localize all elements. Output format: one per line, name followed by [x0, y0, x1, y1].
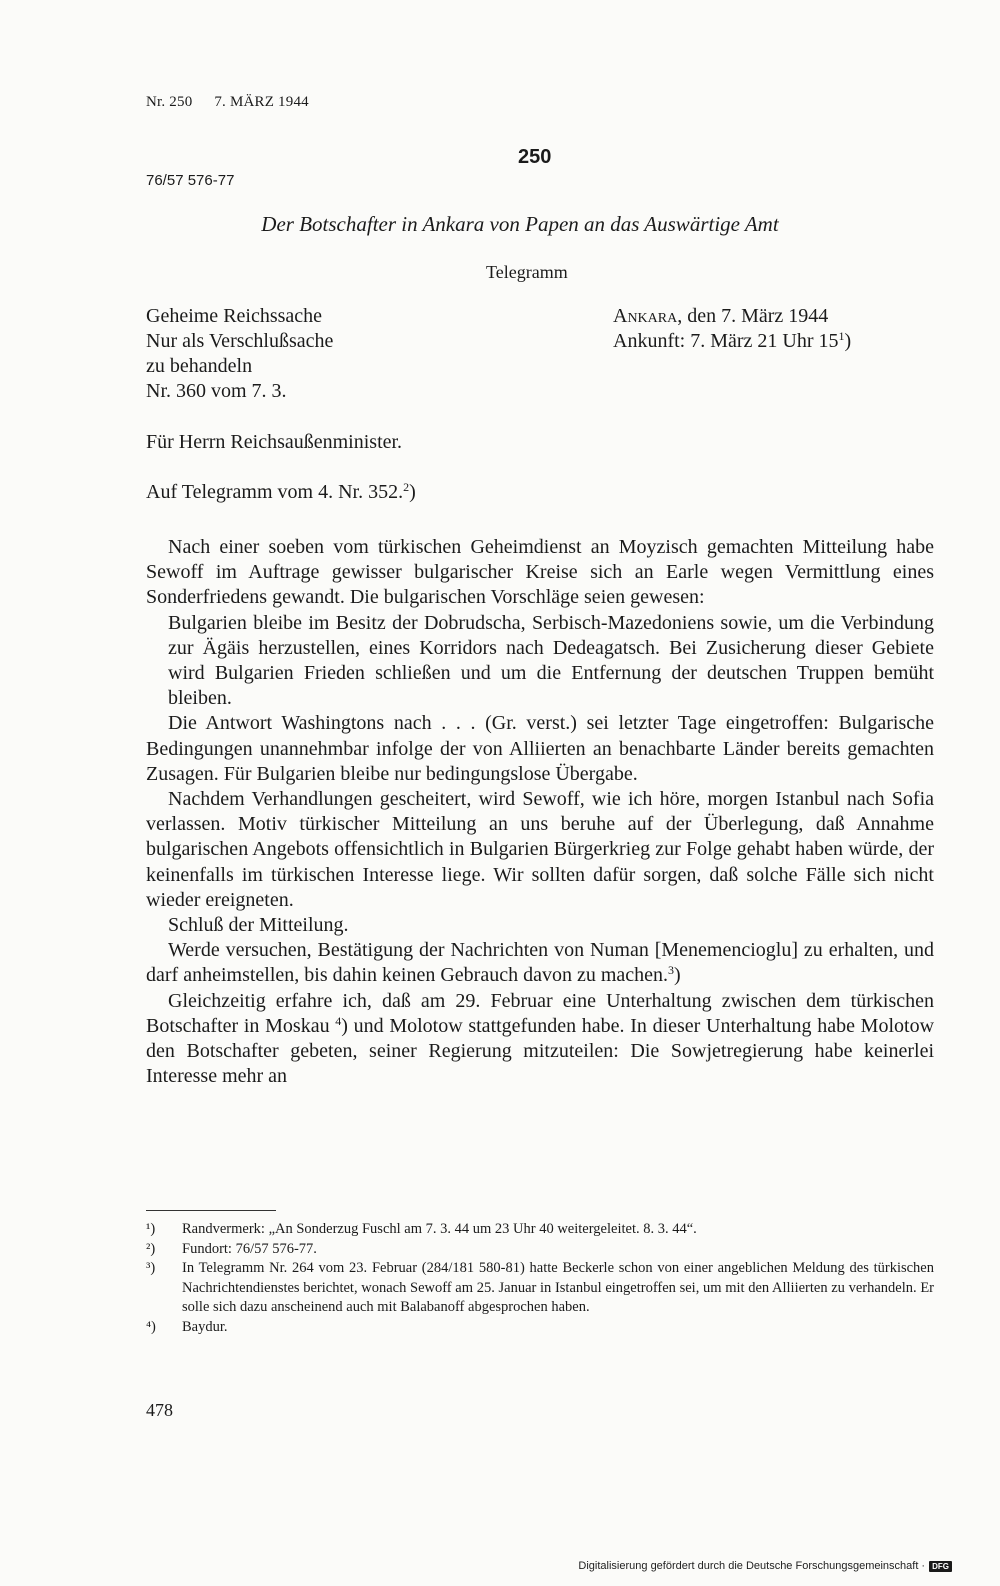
- footnote-ref: 3: [668, 963, 675, 978]
- arrival-time: Ankunft: 7. März 21 Uhr 15: [613, 330, 839, 352]
- footnote-text: Randvermerk: „An Sonderzug Fuschl am 7. 3. 44 um 23 Uhr 40 weitergeleitet. 8. 3. 44“.: [182, 1221, 697, 1237]
- telegram-number: Nr. 360 vom 7. 3.: [146, 380, 287, 402]
- document-number: 250: [518, 146, 552, 168]
- dfg-logo-icon: DFG: [929, 1561, 952, 1572]
- footnote-ref: 2: [403, 480, 410, 494]
- place-date-block: [613, 304, 851, 354]
- footnote: [146, 1220, 934, 1240]
- footnote-ref: 1: [838, 329, 845, 343]
- footnote-ref-close: ): [674, 964, 681, 987]
- running-header: [146, 94, 309, 111]
- send-date: , den 7. März 1944: [677, 305, 829, 327]
- footnote-mark: ³): [146, 1260, 156, 1276]
- place-date-line: [613, 304, 851, 329]
- header-doc-number: Nr. 250: [146, 94, 193, 110]
- body-paragraph: Schluß der Mitteilung.: [168, 914, 349, 937]
- body-paragraph: Die Antwort Washingtons nach . . . (Gr. verst.) sei letzter Tage eingetroffen: Bulgarische Bedingungen unannehmbar infolge der von Alliierten an benachbarte Länder bereits gemachten Zusagen. Für Bulgarien bleibe nur bedingungslose Übergabe.: [146, 712, 934, 785]
- footnote-divider: [146, 1210, 276, 1211]
- footnote-mark: ⁴): [146, 1318, 156, 1335]
- digitization-credit: [578, 1560, 952, 1572]
- footnotes: [146, 1220, 934, 1337]
- salutation: Für Herrn Reichsaußenminister.: [146, 431, 403, 453]
- body-paragraph: Nach einer soeben vom türkischen Geheimdienst an Moyzisch gemachten Mitteilung habe Sewoff im Auftrage gewisser bulgarischer Kreise sich an Earle wegen Vermittlung eines Sonderfriedens gewandt. Die bulgarischen Vorschläge seien gewesen:: [146, 536, 934, 609]
- credit-text: Digitalisierung gefördert durch die Deutsche Forschungsgemeinschaft ·: [578, 1560, 926, 1572]
- footnote-ref-close: ): [409, 481, 416, 503]
- classification-line: zu behandeln: [146, 355, 253, 377]
- footnote-ref: 4: [335, 1013, 342, 1028]
- footnote-mark: ²): [146, 1240, 156, 1257]
- reference-text: Auf Telegramm vom 4. Nr. 352.: [146, 481, 404, 503]
- place-name: Ankara: [613, 305, 678, 327]
- footnote-ref-close: ): [844, 330, 852, 352]
- body-paragraph: [146, 989, 934, 1090]
- footnote: [146, 1240, 934, 1260]
- file-reference: 76/57 576-77: [146, 172, 235, 189]
- body-paragraph: Nachdem Verhandlungen gescheitert, wird Sewoff, wie ich höre, morgen Istanbul nach Sofia verlassen. Motiv türkischer Mitteilung an uns beruhe auf der Überlegung, daß Annahme bulgarischen Angebots offensichtlich in Bulgarien Bürgerkrieg zur Folge gehabt haben würde, der keinenfalls im türkischen Interesse liege. Wir sollten dafür sorgen, daß solche Fälle sich nicht wieder ereigneten.: [146, 788, 934, 911]
- reference-line: [146, 480, 934, 505]
- footnote: [146, 1318, 934, 1338]
- footnote-text: Fundort: 76/57 576-77.: [182, 1240, 317, 1257]
- classification-line: Nur als Verschlußsache: [146, 330, 334, 352]
- footnote-text: Baydur.: [182, 1318, 228, 1335]
- paragraph-text: ) und Molotow stattgefunden habe. In dieser Unterhaltung habe Molotow den Botschafter gebeten, seiner Regierung mitzuteilen: Die Sowjetregierung habe keinerlei Interesse mehr an: [146, 1014, 935, 1088]
- header-date: 7. MÄRZ 1944: [214, 94, 309, 110]
- classification-block: [146, 304, 333, 404]
- telegram-body: [146, 535, 934, 1089]
- document-type: Telegramm: [486, 262, 568, 282]
- paragraph-text: Gleichzeitig erfahre ich, daß am 29. Februar eine Unterhaltung zwischen dem türkischen Botschafter in Moskau: [146, 989, 934, 1037]
- arrival-line: [613, 329, 851, 354]
- document-title: Der Botschafter in Ankara von Papen an das Auswärtige Amt: [261, 212, 779, 236]
- footnote: [146, 1259, 934, 1318]
- footnote-text: In Telegramm Nr. 264 vom 23. Februar (284/181 580-81) hatte Beckerle schon von einer angeblichen Meldung des türkischen Nachrichtendienstes berichtet, wonach Sewoff am 25. Januar in Istanbul eingetroffen sei, um mit den Alliierten zu verhandeln. Er solle sich dazu anscheinend auch mit Balabanoff abgesprochen haben.: [182, 1260, 934, 1315]
- paragraph-text: Werde versuchen, Bestätigung der Nachrichten von Numan [Menemencioglu] zu erhalten, und darf anheimstellen, bis dahin keinen Gebrauch davon zu machen.: [146, 939, 934, 987]
- body-paragraph: Bulgarien bleibe im Besitz der Dobrudscha, Serbisch-Mazedoniens sowie, um die Verbindung zur Ägäis herzustellen, eines Korridors nach Dedeagatsch. Bei Zusicherung dieser Gebiete wird Bulgarien Frieden schließen und um die Entfernung der deutschen Truppen bemüht bleiben.: [168, 611, 934, 710]
- body-paragraph: [146, 938, 934, 988]
- classification-line: Geheime Reichssache: [146, 305, 323, 327]
- footnote-mark: ¹): [146, 1221, 156, 1237]
- page-number: 478: [146, 1400, 173, 1420]
